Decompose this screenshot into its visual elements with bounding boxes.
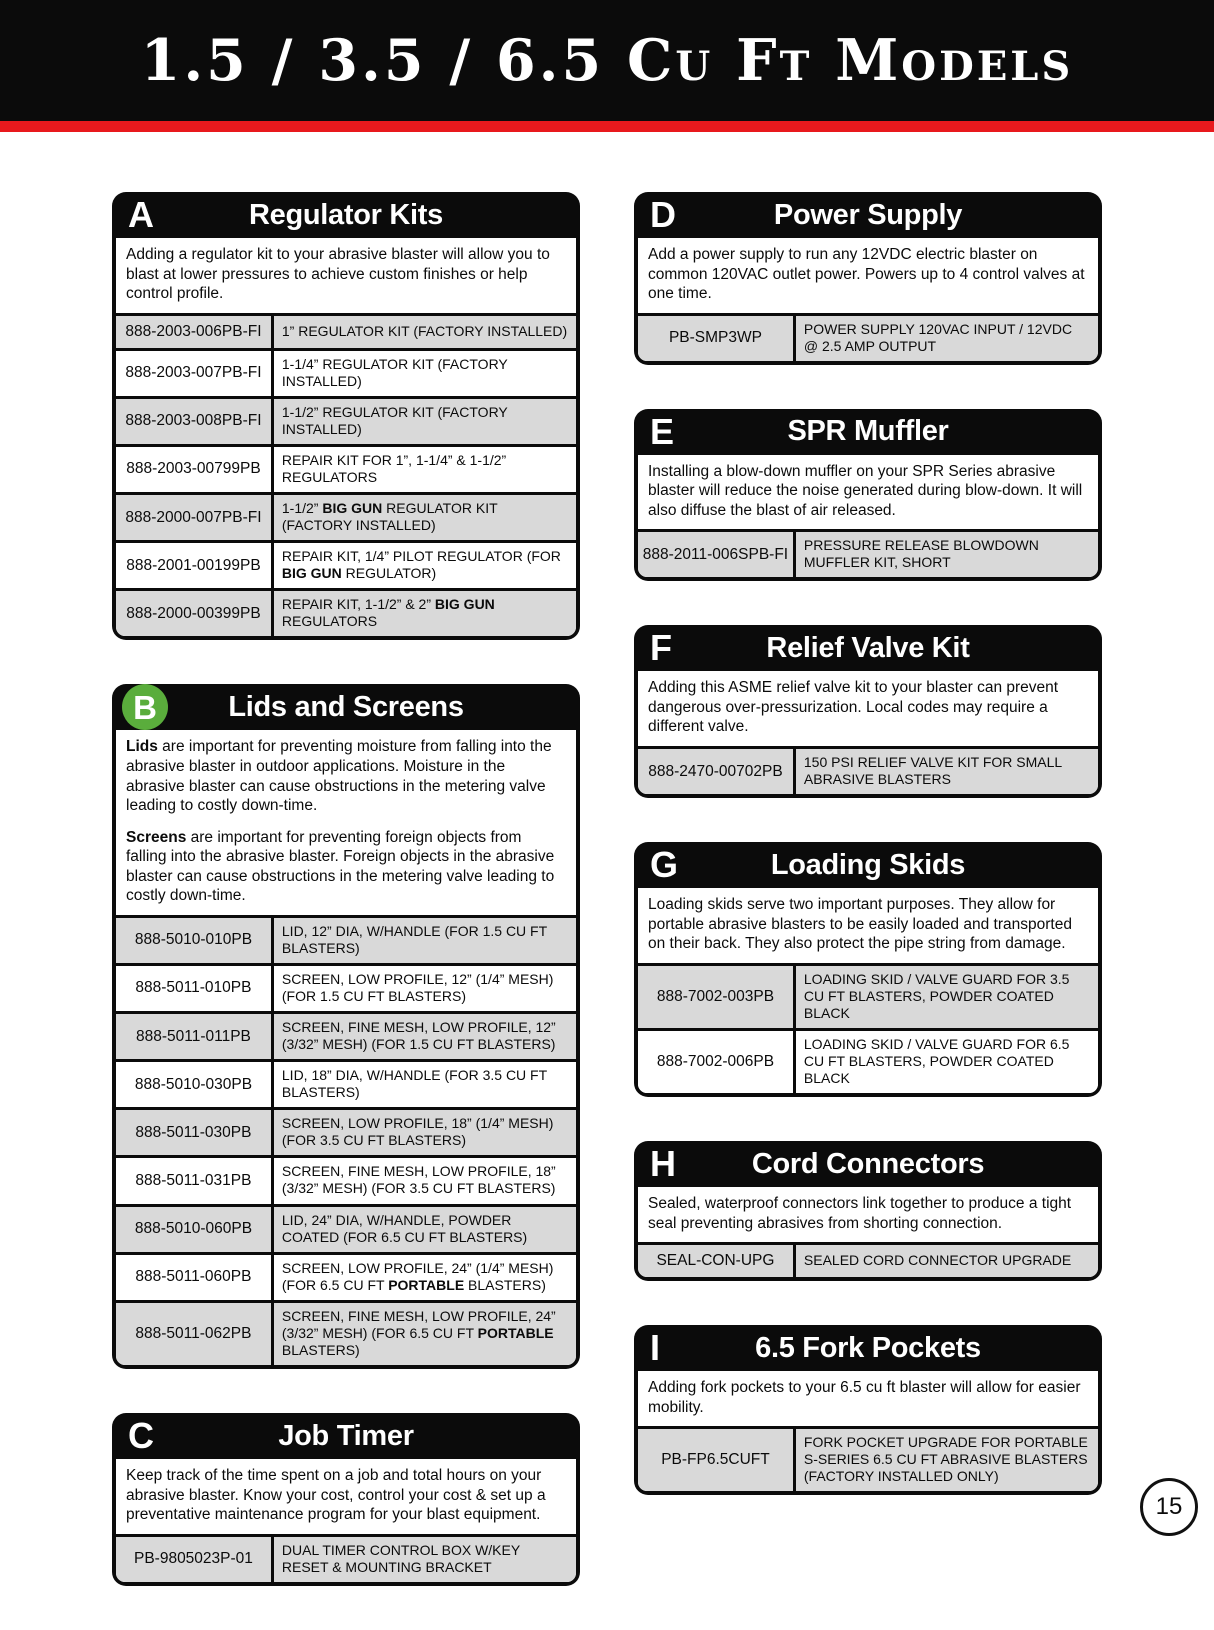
part-description-cell bbox=[272, 1012, 576, 1060]
intro-paragraph bbox=[126, 245, 566, 304]
part-number-cell: 888-7002-006PB bbox=[638, 1029, 794, 1093]
part-description-cell bbox=[272, 445, 576, 493]
table-row bbox=[116, 964, 576, 1012]
text: SEALED CORD CONNECTOR UPGRADE bbox=[803, 1252, 1072, 1269]
part-number-cell: 888-2003-008PB-FI bbox=[116, 397, 272, 445]
parts-table bbox=[116, 915, 576, 1365]
left-column bbox=[112, 192, 580, 1630]
text: LID, 12” DIA, W/HANDLE (FOR 1.5 CU FT BLASTERS) bbox=[281, 922, 547, 956]
text: Add a power supply to run any 12VDC electric blaster on common 120VAC outlet power. Powers up to 4 control valves at one time. bbox=[648, 246, 1085, 303]
section-body bbox=[116, 238, 576, 636]
section-card bbox=[634, 192, 1102, 365]
section-body bbox=[638, 238, 1098, 361]
section-body bbox=[116, 1459, 576, 1582]
part-description-cell bbox=[794, 1428, 1098, 1492]
section-letter: B bbox=[122, 684, 168, 730]
section-letter: E bbox=[650, 410, 675, 452]
section-title: Cord Connectors bbox=[751, 1147, 985, 1180]
text: POWER SUPPLY 120VAC INPUT / 12VDC @ 2.5 AMP OUTPUT bbox=[803, 320, 1073, 354]
part-number-cell: 888-7002-003PB bbox=[638, 964, 794, 1029]
section-title: Regulator Kits bbox=[249, 198, 443, 231]
intro-paragraph bbox=[648, 1194, 1088, 1233]
part-number-cell: 888-2000-007PB-FI bbox=[116, 494, 272, 542]
section-title: Loading Skids bbox=[770, 848, 966, 881]
part-description-cell bbox=[272, 590, 576, 637]
section-header bbox=[116, 192, 576, 238]
table-row bbox=[116, 1157, 576, 1205]
section-intro bbox=[116, 730, 576, 914]
section-intro bbox=[638, 1371, 1098, 1426]
table-row bbox=[116, 314, 576, 349]
bold-text: BIG GUN bbox=[322, 500, 383, 517]
section-body bbox=[638, 1371, 1098, 1491]
right-column bbox=[634, 192, 1102, 1630]
text: FORK POCKET UPGRADE FOR PORTABLE S-SERIES 6.5 CU FT ABRASIVE BLASTERS (FACTORY INSTALLED ONLY) bbox=[803, 1434, 1088, 1485]
section-header bbox=[638, 409, 1098, 455]
section-card bbox=[634, 1141, 1102, 1281]
section-title: Power Supply bbox=[773, 198, 963, 231]
text: Keep track of the time spent on a job and total hours on your abrasive blaster. Know your cost, control your cost & set up a preventative maintenance program for your blast equipment. bbox=[126, 1467, 546, 1524]
part-number-cell: 888-2003-006PB-FI bbox=[116, 314, 272, 349]
section-card bbox=[112, 684, 580, 1369]
text: Sealed, waterproof connectors link together to produce a tight seal preventing abrasives from shorting connection. bbox=[648, 1195, 1072, 1232]
section-header bbox=[116, 684, 576, 730]
table-row bbox=[116, 349, 576, 397]
parts-table bbox=[116, 313, 576, 637]
text: 1-1/2” bbox=[281, 500, 323, 517]
table-row bbox=[638, 1244, 1098, 1278]
part-description-cell bbox=[794, 531, 1098, 578]
part-number-cell: PB-FP6.5CUFT bbox=[638, 1428, 794, 1492]
table-row bbox=[116, 1301, 576, 1365]
intro-paragraph bbox=[648, 462, 1088, 521]
table-row bbox=[116, 1253, 576, 1301]
text: LID, 18” DIA, W/HANDLE (FOR 3.5 CU FT BLASTERS) bbox=[281, 1067, 547, 1101]
table-row bbox=[116, 494, 576, 542]
part-number-cell: 888-2470-00702PB bbox=[638, 747, 794, 794]
table-row bbox=[116, 397, 576, 445]
parts-table bbox=[116, 1534, 576, 1582]
table-row bbox=[638, 747, 1098, 794]
part-number-cell: 888-2000-00399PB bbox=[116, 590, 272, 637]
section-body bbox=[638, 888, 1098, 1093]
part-description-cell bbox=[794, 1244, 1098, 1278]
text: Loading skids serve two important purposes. They allow for portable abrasive blasters to be easily loaded and transported on their back. They also protect the pipe string from damage. bbox=[648, 896, 1072, 953]
red-accent-stripe bbox=[0, 121, 1214, 132]
section-intro bbox=[638, 888, 1098, 963]
parts-table bbox=[638, 1242, 1098, 1277]
part-description-cell bbox=[272, 1061, 576, 1109]
table-row bbox=[116, 542, 576, 590]
section-header bbox=[638, 1325, 1098, 1371]
bold-text: Lids bbox=[126, 738, 158, 756]
text: 1” REGULATOR KIT (FACTORY INSTALLED) bbox=[281, 322, 568, 339]
page-number-badge bbox=[1140, 1478, 1198, 1536]
text: REPAIR KIT, 1-1/2” & 2” bbox=[281, 596, 435, 613]
part-description-cell bbox=[272, 349, 576, 397]
section-card bbox=[634, 409, 1102, 582]
part-number-cell: 888-5010-010PB bbox=[116, 916, 272, 964]
intro-paragraph bbox=[126, 737, 566, 815]
section-intro bbox=[638, 671, 1098, 746]
table-row bbox=[116, 916, 576, 964]
section-header bbox=[638, 842, 1098, 888]
text: REGULATOR KIT (FACTORY INSTALLED) bbox=[281, 500, 498, 534]
text: SCREEN, FINE MESH, LOW PROFILE, 12” (3/32” MESH) (FOR 1.5 CU FT BLASTERS) bbox=[281, 1018, 556, 1052]
part-description-cell bbox=[272, 1157, 576, 1205]
table-row bbox=[116, 1205, 576, 1253]
section-intro bbox=[638, 238, 1098, 313]
part-number-cell: 888-2011-006SPB-FI bbox=[638, 531, 794, 578]
section-card bbox=[112, 1413, 580, 1586]
section-letter: H bbox=[650, 1143, 676, 1185]
text: BLASTERS) bbox=[464, 1276, 546, 1293]
part-number-cell: 888-5011-031PB bbox=[116, 1157, 272, 1205]
section-header bbox=[116, 1413, 576, 1459]
section-body bbox=[638, 1187, 1098, 1277]
section-letter: I bbox=[650, 1327, 661, 1369]
text: Installing a blow-down muffler on your SPR Series abrasive blaster will reduce the noise generated during blow-down. It will also diffuse the blast of air released. bbox=[648, 462, 1083, 519]
section-body bbox=[638, 455, 1098, 578]
intro-paragraph bbox=[648, 245, 1088, 304]
section-header bbox=[638, 625, 1098, 671]
part-description-cell bbox=[794, 747, 1098, 794]
table-row bbox=[116, 1535, 576, 1582]
table-row bbox=[638, 531, 1098, 578]
text: SCREEN, LOW PROFILE, 24” (1/4” MESH) (FOR 6.5 CU FT bbox=[281, 1259, 554, 1293]
text: REPAIR KIT FOR 1”, 1-1/4” & 1-1/2” REGULATORS bbox=[281, 451, 507, 485]
part-number-cell: 888-5011-030PB bbox=[116, 1109, 272, 1157]
section-letter: A bbox=[128, 194, 154, 235]
text: 150 PSI RELIEF VALVE KIT FOR SMALL ABRASIVE BLASTERS bbox=[803, 753, 1062, 788]
part-number-cell: 888-5011-062PB bbox=[116, 1301, 272, 1365]
table-row bbox=[116, 1109, 576, 1157]
table-row bbox=[116, 1012, 576, 1060]
part-description-cell bbox=[272, 1301, 576, 1365]
text: SCREEN, LOW PROFILE, 18” (1/4” MESH) (FOR 3.5 CU FT BLASTERS) bbox=[281, 1115, 554, 1149]
intro-paragraph bbox=[126, 828, 566, 906]
text: REGULATORS bbox=[281, 613, 378, 630]
text: Adding fork pockets to your 6.5 cu ft blaster will allow for easier mobility. bbox=[648, 1379, 1081, 1416]
part-description-cell bbox=[272, 494, 576, 542]
section-title: Job Timer bbox=[278, 1419, 414, 1452]
page-title: 1.5 / 3.5 / 6.5 Cu Ft Models bbox=[140, 27, 1074, 94]
part-number-cell: 888-5010-060PB bbox=[116, 1205, 272, 1253]
section-title: Relief Valve Kit bbox=[766, 631, 970, 664]
part-description-cell bbox=[272, 314, 576, 349]
text: 1-1/4” REGULATOR KIT (FACTORY INSTALLED) bbox=[281, 355, 508, 389]
part-number-cell: 888-2001-00199PB bbox=[116, 542, 272, 590]
text: REPAIR KIT, 1/4” PILOT REGULATOR (FOR bbox=[281, 548, 561, 565]
section-title: 6.5 Fork Pockets bbox=[755, 1331, 981, 1364]
section-letter: C bbox=[128, 1415, 154, 1457]
parts-table bbox=[638, 746, 1098, 794]
section-card bbox=[634, 625, 1102, 798]
text: PRESSURE RELEASE BLOWDOWN MUFFLER KIT, SHORT bbox=[803, 537, 1039, 571]
text: SCREEN, FINE MESH, LOW PROFILE, 18” (3/32” MESH) (FOR 3.5 CU FT BLASTERS) bbox=[281, 1163, 556, 1197]
intro-paragraph bbox=[648, 895, 1088, 954]
sections-layout bbox=[0, 132, 1214, 1630]
part-description-cell bbox=[272, 542, 576, 590]
parts-table bbox=[638, 313, 1098, 361]
part-number-cell: 888-5011-060PB bbox=[116, 1253, 272, 1301]
section-header bbox=[638, 192, 1098, 238]
bold-text: Screens bbox=[126, 828, 187, 846]
text: 1-1/2” REGULATOR KIT (FACTORY INSTALLED) bbox=[281, 403, 508, 437]
part-number-cell: 888-5011-011PB bbox=[116, 1012, 272, 1060]
part-description-cell bbox=[272, 964, 576, 1012]
part-number-cell: PB-9805023P-01 bbox=[116, 1535, 272, 1582]
part-description-cell bbox=[272, 916, 576, 964]
bold-text: PORTABLE bbox=[388, 1276, 465, 1293]
text: DUAL TIMER CONTROL BOX W/KEY RESET & MOUNTING BRACKET bbox=[281, 1541, 520, 1575]
page-number: 15 bbox=[1155, 1493, 1183, 1520]
section-intro bbox=[116, 238, 576, 313]
section-card bbox=[634, 1325, 1102, 1495]
parts-table bbox=[638, 963, 1098, 1093]
text: Adding a regulator kit to your abrasive blaster will allow you to blast at lower pressures to achieve custom finishes or help control profile. bbox=[126, 246, 550, 303]
section-title: Lids and Screens bbox=[228, 690, 464, 723]
page-banner bbox=[0, 0, 1214, 121]
part-number-cell: 888-5010-030PB bbox=[116, 1061, 272, 1109]
text: LOADING SKID / VALVE GUARD FOR 6.5 CU FT BLASTERS, POWDER COATED BLACK bbox=[803, 1035, 1070, 1087]
table-row bbox=[638, 1428, 1098, 1492]
text: LOADING SKID / VALVE GUARD FOR 3.5 CU FT BLASTERS, POWDER COATED BLACK bbox=[803, 970, 1070, 1021]
table-row bbox=[116, 590, 576, 637]
parts-table bbox=[638, 529, 1098, 577]
text: Adding this ASME relief valve kit to your blaster can prevent dangerous over-pressurization. Local codes may require a different valve. bbox=[648, 679, 1059, 736]
text: LID, 24” DIA, W/HANDLE, POWDER COATED (FOR 6.5 CU FT BLASTERS) bbox=[281, 1211, 528, 1245]
part-description-cell bbox=[794, 314, 1098, 361]
intro-paragraph bbox=[648, 678, 1088, 737]
section-intro bbox=[638, 1187, 1098, 1242]
table-row bbox=[638, 314, 1098, 361]
text: REGULATOR) bbox=[341, 565, 437, 582]
table-row bbox=[638, 1029, 1098, 1093]
section-body bbox=[638, 671, 1098, 794]
part-number-cell: 888-2003-00799PB bbox=[116, 445, 272, 493]
text: SCREEN, LOW PROFILE, 12” (1/4” MESH) (FOR 1.5 CU FT BLASTERS) bbox=[281, 970, 554, 1004]
text: BLASTERS) bbox=[281, 1342, 360, 1359]
part-number-cell: 888-5011-010PB bbox=[116, 964, 272, 1012]
intro-paragraph bbox=[126, 1466, 566, 1525]
parts-table bbox=[638, 1426, 1098, 1491]
part-description-cell bbox=[272, 1535, 576, 1582]
table-row bbox=[116, 1061, 576, 1109]
text: SCREEN, FINE MESH, LOW PROFILE, 24” (3/32” MESH) (FOR 6.5 CU FT bbox=[281, 1307, 556, 1341]
intro-paragraph bbox=[648, 1378, 1088, 1417]
section-letter: G bbox=[650, 844, 679, 886]
part-number-cell: PB-SMP3WP bbox=[638, 314, 794, 361]
part-number-cell: SEAL-CON-UPG bbox=[638, 1244, 794, 1278]
text: are important for preventing foreign objects from falling into the abrasive blaster. Foreign objects in the abrasive blaster can cause obstructions in the metering valve leading to costly down-time. bbox=[126, 828, 555, 905]
part-description-cell bbox=[272, 1109, 576, 1157]
section-body bbox=[116, 730, 576, 1365]
bold-text: BIG GUN bbox=[281, 565, 342, 582]
part-description-cell bbox=[272, 1253, 576, 1301]
part-description-cell bbox=[794, 1029, 1098, 1093]
section-card bbox=[634, 842, 1102, 1097]
table-row bbox=[116, 445, 576, 493]
part-description-cell bbox=[794, 964, 1098, 1029]
bold-text: PORTABLE bbox=[477, 1324, 554, 1341]
part-description-cell bbox=[272, 1205, 576, 1253]
section-letter: F bbox=[650, 627, 672, 669]
section-intro bbox=[116, 1459, 576, 1534]
text: are important for preventing moisture from falling into the abrasive blaster in outdoor applications. Moisture in the abrasive blaster can cause obstructions in the metering valve leading to costly down-time. bbox=[126, 738, 552, 815]
section-letter: D bbox=[650, 194, 676, 235]
section-card bbox=[112, 192, 580, 640]
bold-text: BIG GUN bbox=[434, 596, 495, 613]
part-number-cell: 888-2003-007PB-FI bbox=[116, 349, 272, 397]
part-description-cell bbox=[272, 397, 576, 445]
section-title: SPR Muffler bbox=[787, 415, 949, 448]
section-header bbox=[638, 1141, 1098, 1187]
table-row bbox=[638, 964, 1098, 1029]
section-intro bbox=[638, 455, 1098, 530]
